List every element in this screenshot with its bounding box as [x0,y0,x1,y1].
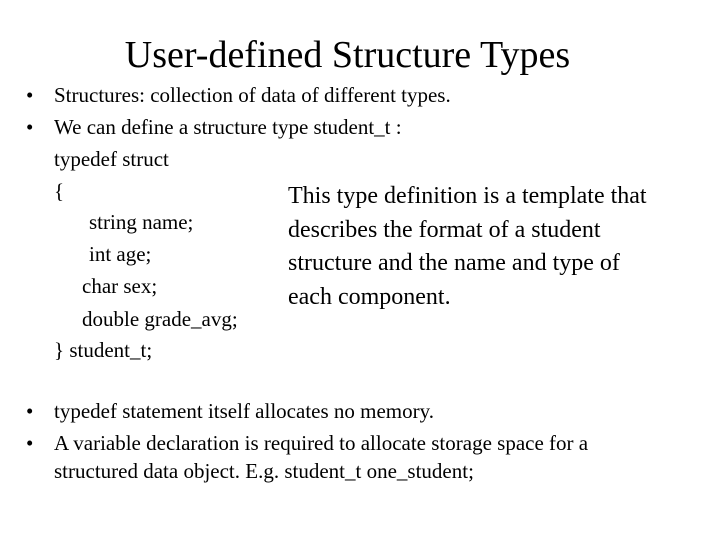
slide-title: User-defined Structure Types [124,34,571,76]
code-field-grade: double grade_avg; [82,307,238,331]
template-note [288,180,716,314]
note-line: structure and the name and type of [288,250,620,276]
bullet-marker: • [26,431,34,455]
bullet-variable-declaration-cont: structured data object. E.g. student_t one_student; [54,459,474,483]
code-field-name: string name; [89,210,194,234]
code-open-brace: { [54,179,65,203]
bullet-variable-declaration: A variable declaration is required to allocate storage space for a [54,431,589,455]
note-line: This type definition is a template that [288,183,647,209]
note-line: describes the format of a student [288,216,601,243]
code-field-sex: char sex; [82,274,158,298]
bullet-marker: • [26,115,34,139]
bullet-structures: Structures: collection of data of different types. [54,83,451,107]
code-field-age: int age; [89,242,152,266]
bullet-marker: • [26,399,34,423]
note-line: each component. [288,283,451,310]
bullet-typedef-no-memory: typedef statement itself allocates no memory. [54,399,435,423]
code-close-student-t: } student_t; [54,338,153,362]
code-typedef-struct: typedef struct [54,147,169,171]
bullet-marker: • [26,83,34,107]
bullet-define-structure: We can define a structure type student_t : [54,115,402,139]
